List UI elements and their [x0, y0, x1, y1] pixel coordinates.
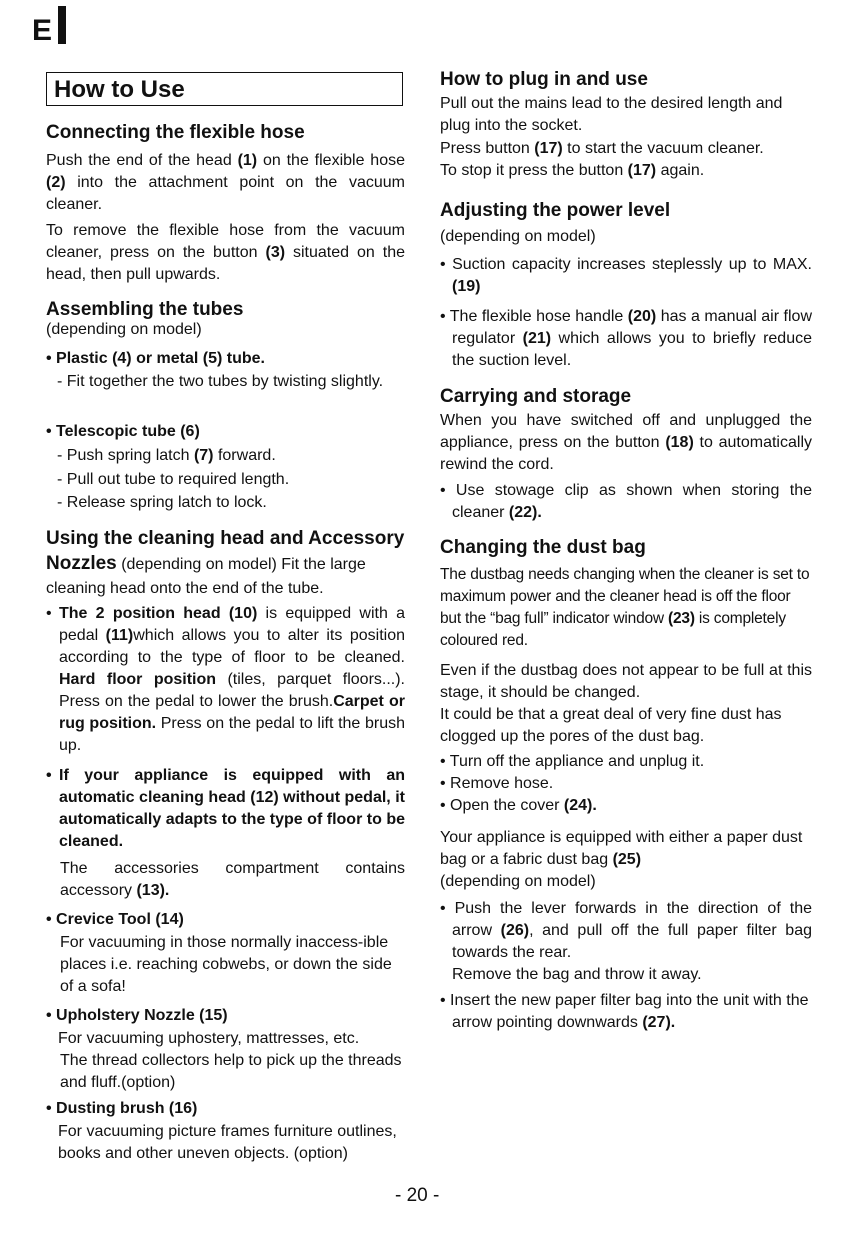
paragraph-dustbag-needs-changing: The dustbag needs changing when the cleaner is set to maximum power and the cleaner head is off the floor but the “bag full” indicator window (23) is completely coloured red.	[440, 566, 810, 649]
bullet-dusting-brush: • Dusting brush (16)	[46, 1100, 198, 1117]
paragraph-stop: To stop it press the button (17) again.	[440, 162, 705, 179]
paragraph-remove-hose: To remove the flexible hose from the vacuum cleaner, press on the button (3) situated on the head, then pull upwards.	[46, 222, 405, 283]
page-number: - 20 -	[395, 1185, 440, 1206]
section-title-box: How to Use	[46, 72, 403, 106]
step-pull-out-tube: - Pull out tube to required length.	[57, 471, 290, 488]
paragraph-rewind-cord: When you have switched off and unplugged the appliance, press on the button (18) to automatically rewind the cord.	[440, 412, 812, 473]
bullet-automatic-head: • If your appliance is equipped with an automatic cleaning head (12) without pedal, it automatically adapts to the type of floor to be cleaned.	[46, 767, 405, 850]
text-remove-bag: Remove the bag and throw it away.	[452, 966, 702, 983]
bullet-push-lever: • Push the lever forwards in the direction of the arrow (26), and pull off the full paper filter bag towards the rear.	[440, 900, 813, 961]
subtitle-model: (depending on model)	[46, 321, 202, 338]
step-fit-tubes: - Fit together the two tubes by twisting slightly.	[57, 373, 384, 390]
paragraph-accessories: The accessories compartment contains accessory (13).	[60, 860, 405, 899]
heading-connecting-hose: Connecting the flexible hose	[46, 122, 305, 143]
section-cleaning-head: Using the cleaning head and Accessory Nozzles (depending on model) Fit the large cleaning head onto the end of the tube.	[46, 528, 405, 597]
bullet-hose-handle: • The flexible hose handle (20) has a manual air flow regulator (21) which allows you to briefly reduce the suction level.	[440, 308, 813, 369]
bullet-2-position-head: • The 2 position head (10) is equipped with a pedal (11)which allows you to alter its position according to the type of floor to be cleaned. Hard floor position (tiles, parquet floors...). Press on the pedal to lower the brush.Carpet or rug position. Press on the pedal to lift the brush up.	[46, 605, 406, 754]
bullet-crevice-tool: • Crevice Tool (14)	[46, 911, 184, 928]
text-upholstery-2: The thread collectors help to pick up the threads and fluff.(option)	[60, 1052, 402, 1091]
paragraph-start: Press button (17) to start the vacuum cleaner.	[440, 140, 764, 157]
bullet-telescopic-tube: • Telescopic tube (6)	[46, 423, 200, 440]
text-upholstery-1: For vacuuming uphostery, mattresses, etc.	[58, 1030, 360, 1047]
paragraph-mains-lead: Pull out the mains lead to the desired length and plug into the socket.	[440, 95, 783, 134]
text-crevice-tool: For vacuuming in those normally inaccess-ible places i.e. reaching cobwebs, or down the side of a sofa!	[60, 934, 392, 995]
paragraph-connect-hose: Push the end of the head (1) on the flexible hose (2) into the attachment point on the vacuum cleaner.	[46, 152, 405, 213]
step-turn-off: • Turn off the appliance and unplug it.	[440, 753, 705, 770]
subtitle-power-model: (depending on model)	[440, 228, 596, 245]
bullet-suction-capacity: • Suction capacity increases steplessly up to MAX.(19)	[440, 256, 812, 295]
bullet-insert-new-bag: • Insert the new paper filter bag into the unit with the arrow pointing downwards (27).	[440, 992, 809, 1031]
bullet-plastic-metal-tube: • Plastic (4) or metal (5) tube.	[46, 350, 265, 367]
heading-plug-in: How to plug in and use	[440, 69, 648, 90]
heading-carrying-storage: Carrying and storage	[440, 386, 632, 407]
step-open-cover: • Open the cover (24).	[440, 797, 597, 814]
paragraph-fine-dust: It could be that a great deal of very fine dust has clogged up the pores of the dust bag.	[440, 706, 782, 745]
step-remove-hose: • Remove hose.	[440, 775, 554, 792]
step-push-latch: - Push spring latch (7) forward.	[57, 447, 276, 464]
heading-dust-bag: Changing the dust bag	[440, 537, 646, 558]
language-letter: E	[32, 14, 53, 47]
heading-power-level: Adjusting the power level	[440, 200, 671, 221]
text-dusting-brush: For vacuuming picture frames furniture outlines, books and other uneven objects. (option)	[58, 1123, 397, 1162]
bullet-upholstery-nozzle: • Upholstery Nozzle (15)	[46, 1007, 228, 1024]
heading-assembling-tubes: Assembling the tubes	[46, 299, 244, 320]
bullet-stowage-clip: • Use stowage clip as shown when storing the cleaner (22).	[440, 482, 812, 521]
paragraph-bag-types: Your appliance is equipped with either a paper dust bag or a fabric dust bag (25) (depending on model)	[440, 829, 803, 890]
paragraph-even-if: Even if the dustbag does not appear to be full at this stage, it should be changed.	[440, 662, 812, 701]
language-bar	[58, 6, 66, 44]
step-release-latch: - Release spring latch to lock.	[57, 494, 267, 511]
